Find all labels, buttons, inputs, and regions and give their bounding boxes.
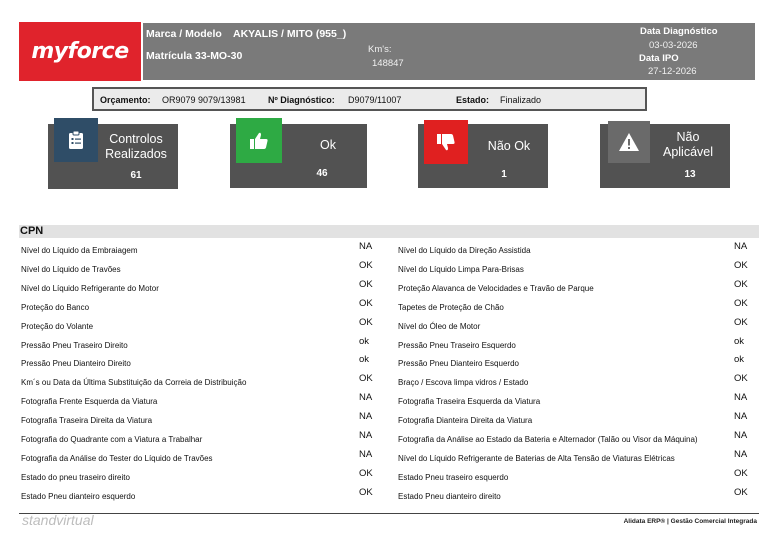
card-value: 61 [130,170,142,181]
section-title: CPN [19,225,759,238]
check-row [21,298,381,317]
check-status: OK [359,486,373,498]
check-status: OK [359,297,373,309]
myforce-logo [19,22,141,81]
check-status: NA [734,411,748,423]
check-row [398,354,758,373]
card-nao-ok [418,124,548,188]
check-row [398,317,758,336]
check-row [398,241,758,260]
check-status: ok [359,335,370,347]
check-label: Estado Pneu dianteiro direito [398,491,501,501]
diagnostico-number-value: D9079/11007 [348,95,402,105]
check-status: NA [359,448,373,460]
orcamento-value: OR9079 9079/13981 [162,95,246,105]
check-label: Pressão Pneu Dianteiro Direito [21,359,131,369]
check-row [398,336,758,355]
check-row [398,411,758,430]
marca-value: AKYALIS / MITO (955_) [233,28,347,40]
check-label: Fotografia da Análise do Tester do Líquido de Travões [21,453,213,463]
check-label: Fotografia Traseira Esquerda da Viatura [398,397,541,407]
check-label: Fotografia do Quadrante com a Viatura a Trabalhar [21,435,203,444]
check-label: Braço / Escova limpa vidros / Estado [398,378,529,388]
check-label: Nível do Líquido da Direção Assistida [398,246,531,255]
check-label: Proteção do Volante [21,321,94,331]
check-label: Pressão Pneu Dianteiro Esquerdo [398,359,519,369]
card-ok [230,124,367,188]
check-status: NA [359,430,373,441]
check-label: Fotografia Traseira Direita da Viatura [21,416,153,426]
card-value: 13 [684,169,696,180]
check-label: Nível do Líquido Refrigerante de Baterias de Alta Tensão de Viaturas Elétricas [398,453,675,463]
watermark: standvirtual [22,512,94,528]
check-label: Estado do pneu traseiro direito [21,472,130,482]
check-label: Nível do Líquido Refrigerante do Motor [21,283,159,293]
check-label: Proteção do Banco [21,302,90,312]
check-label: Pressão Pneu Traseiro Esquerdo [398,340,516,350]
check-status: OK [359,467,373,479]
check-row [398,392,758,411]
check-status: NA [734,448,748,460]
check-label: Nível do Óleo de Motor [398,321,481,331]
data-diagnostico-value: 03-03-2026 [649,40,698,51]
check-row [21,468,381,487]
card-nao-aplicavel [600,124,730,188]
estado-value: Finalizado [500,95,542,105]
check-status: OK [359,259,373,271]
check-row [21,449,381,468]
check-status: NA [359,392,373,404]
vehicle-header [143,23,755,80]
check-status: OK [734,373,748,385]
check-label: Estado Pneu traseiro esquerdo [398,472,509,482]
check-status: NA [734,430,748,441]
check-row [398,468,758,487]
kms-label: Km's: [368,44,392,55]
card-label: Não Aplicável [662,130,714,159]
check-status: NA [734,392,748,404]
clipboard-icon [54,118,98,162]
check-status: OK [734,486,748,498]
footer-text: Alidata ERP® | Gestão Comercial Integrada [623,518,757,525]
check-row [398,279,758,298]
check-row [21,241,381,260]
check-row [398,298,758,317]
card-label: Não Ok [487,139,531,153]
check-label: Pressão Pneu Traseiro Direito [21,340,128,350]
check-row [21,354,381,373]
check-row [398,373,758,392]
check-status: NA [359,241,373,252]
check-status: NA [734,241,748,252]
diagnostic-info-bar [92,87,647,111]
check-label: Nível do Líquido de Travões [21,264,121,274]
check-status: OK [734,316,748,328]
logo-text: myforce [31,39,129,64]
kms-value: 148847 [372,58,404,69]
warning-icon [608,121,650,163]
thumbs-up-icon [236,118,282,163]
check-status: OK [734,259,748,271]
check-label: Proteção Alavanca de Velocidades e Travão de Parque [398,283,594,293]
data-ipo-value: 27-12-2026 [648,66,697,77]
check-label: Fotografia da Análise ao Estado da Bateria e Alternador (Talão ou Visor da Máquina) [398,435,698,444]
orcamento-label: Orçamento: [100,95,151,105]
check-label: Fotografia Dianteira Direita da Viatura [398,416,533,426]
check-status: ok [734,354,745,366]
check-status: OK [359,316,373,328]
check-row [21,392,381,411]
check-status: NA [359,411,373,423]
check-row [398,260,758,279]
check-row [21,430,381,449]
check-status: ok [359,354,370,366]
check-label: Km´s ou Data da Última Substituição da Correia de Distribuição [21,378,247,388]
check-status: ok [734,335,745,347]
check-status: OK [734,297,748,309]
check-label: Tapetes de Proteção de Chão [398,302,504,312]
check-row [21,373,381,392]
check-row [398,449,758,468]
diagnostico-number-label: Nº Diagnóstico: [268,95,335,105]
check-row [21,487,381,506]
card-controlos-realizados [48,124,178,189]
matricula: Matrícula 33-MO-30 [146,50,243,62]
check-row [398,430,758,449]
card-label: Ok [320,138,336,152]
card-label: Controlos Realizados [105,132,167,161]
check-row [21,317,381,336]
data-diagnostico-label: Data Diagnóstico [640,26,718,37]
card-value: 46 [316,168,328,179]
check-label: Estado Pneu dianteiro esquerdo [21,491,136,501]
check-status: OK [734,467,748,479]
check-label: Nível do Líquido da Embraiagem [21,246,138,255]
card-value: 1 [501,169,507,180]
check-row [21,336,381,355]
footer-divider [19,513,759,514]
check-row [21,279,381,298]
check-status: OK [359,278,373,290]
check-label: Fotografia Frente Esquerda da Viatura [21,397,158,407]
check-row [398,487,758,506]
check-row [21,411,381,430]
check-row [21,260,381,279]
check-status: OK [359,373,373,385]
data-ipo-label: Data IPO [639,53,679,64]
estado-label: Estado: [456,95,490,105]
check-label: Nível do Líquido Limpa Para-Brisas [398,264,524,274]
marca-label: Marca / Modelo [146,28,222,40]
check-status: OK [734,278,748,290]
thumbs-down-icon [424,120,468,164]
